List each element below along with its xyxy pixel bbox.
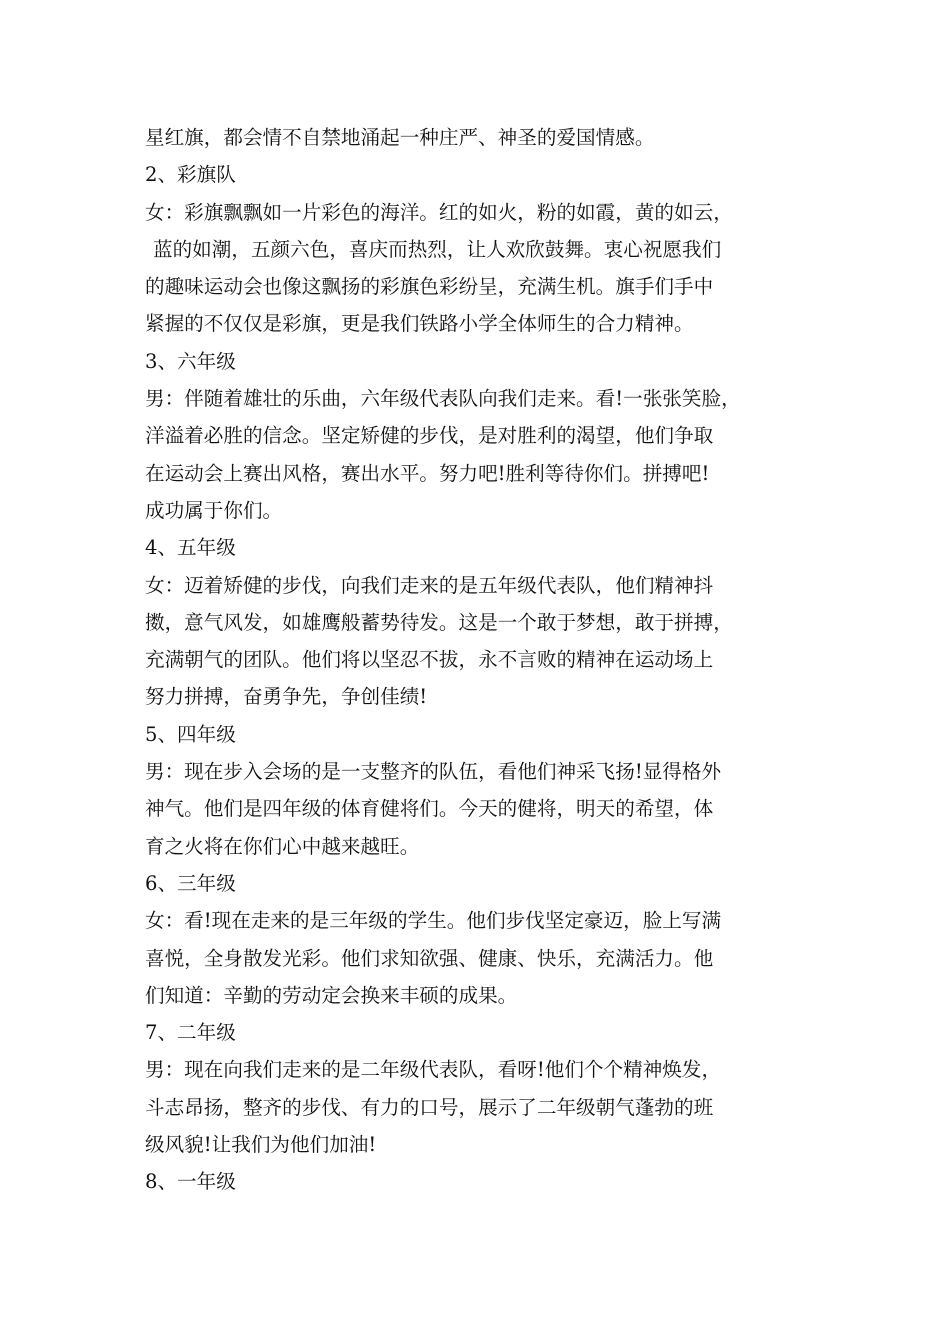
section-heading: 4、五年级 <box>145 536 236 560</box>
text-line: 成功属于你们。 <box>145 498 283 522</box>
text-line: 女：迈着矫健的步伐，向我们走来的是五年级代表队，他们精神抖 <box>145 573 714 597</box>
text-line: 们知道：辛勤的劳动定会换来丰硕的成果。 <box>145 983 518 1007</box>
text-line: 神气。他们是四年级的体育健将们。今天的健将，明天的希望，体 <box>145 797 714 821</box>
section-heading: 8、一年级 <box>145 1170 236 1194</box>
text-line: 女：彩旗飘飘如一片彩色的海洋。红的如火，粉的如霞，黄的如云， <box>145 200 733 224</box>
text-line: 紧握的不仅仅是彩旗，更是我们铁路小学全体师生的合力精神。 <box>145 312 694 336</box>
section-heading: 5、四年级 <box>145 722 236 746</box>
text-line: 努力拼搏，奋勇争先，争创佳绩! <box>145 685 428 709</box>
document-page <box>145 119 825 1201</box>
text-line: 男：现在向我们走来的是二年级代表队，看呀!他们个个精神焕发， <box>145 1058 722 1082</box>
section-heading: 6、三年级 <box>145 871 236 895</box>
text-line: 男：现在步入会场的是一支整齐的队伍，看他们神采飞扬!显得格外 <box>145 760 722 784</box>
text-line: 女：看!现在走来的是三年级的学生。他们步伐坚定豪迈，脸上写满 <box>145 909 722 933</box>
section-heading: 7、二年级 <box>145 1021 236 1045</box>
text-line: 男：伴随着雄壮的乐曲，六年级代表队向我们走来。看!一张张笑脸， <box>145 387 741 411</box>
text-line: 的趣味运动会也像这飘扬的彩旗色彩纷呈，充满生机。旗手们手中 <box>145 275 714 299</box>
text-line: 喜悦，全身散发光彩。他们求知欲强、健康、快乐，充满活力。他 <box>145 946 714 970</box>
text-line: 在运动会上赛出风格，赛出水平。努力吧!胜利等待你们。拼搏吧! <box>145 461 710 485</box>
text-line: 星红旗，都会情不自禁地涌起一种庄严、神圣的爱国情感。 <box>145 126 655 149</box>
text-line: 擞，意气风发，如雄鹰般蓄势待发。这是一个敢于梦想，敢于拼搏， <box>145 610 733 634</box>
text-line: 蓝的如潮，五颜六色，喜庆而热烈，让人欢欣鼓舞。衷心祝愿我们 <box>153 237 722 261</box>
section-heading: 2、彩旗队 <box>145 163 236 187</box>
text-line: 洋溢着必胜的信念。坚定矫健的步伐，是对胜利的渴望，他们争取 <box>145 424 714 448</box>
text-line: 充满朝气的团队。他们将以坚忍不拔，永不言败的精神在运动场上 <box>145 648 714 672</box>
section-heading: 3、六年级 <box>145 349 236 373</box>
text-line: 育之火将在你们心中越来越旺。 <box>145 834 420 858</box>
text-line: 级风貌!让我们为他们加油! <box>145 1133 377 1157</box>
text-line: 斗志昂扬，整齐的步伐、有力的口号，展示了二年级朝气蓬勃的班 <box>145 1095 714 1119</box>
